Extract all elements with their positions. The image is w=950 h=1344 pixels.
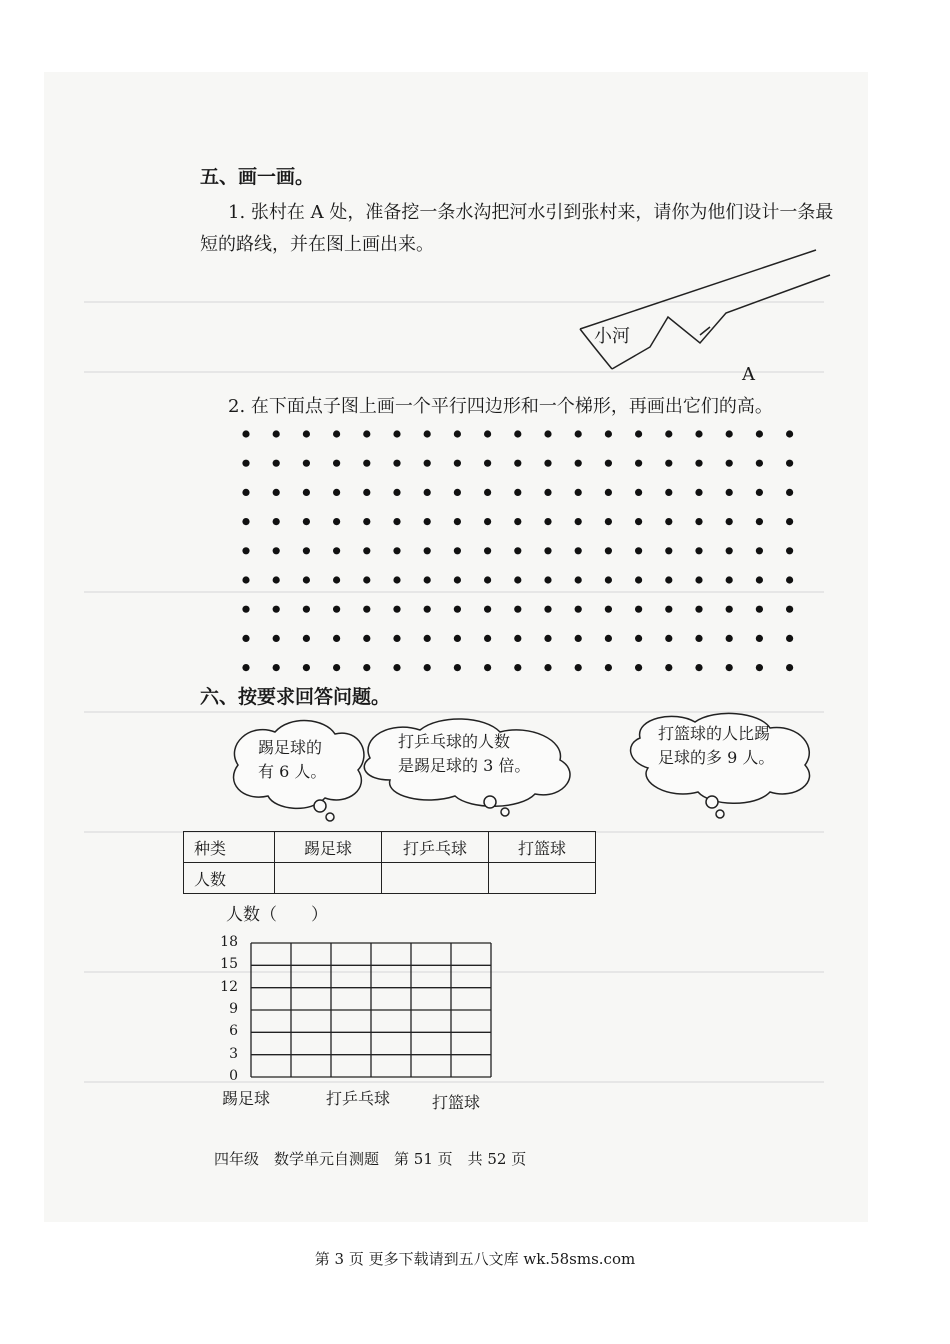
grid-dot[interactable]: [756, 460, 763, 467]
grid-dot[interactable]: [303, 430, 310, 437]
grid-dot[interactable]: [303, 547, 310, 554]
grid-dot[interactable]: [242, 460, 249, 467]
grid-dot[interactable]: [273, 489, 280, 496]
river-diagram: [560, 235, 840, 385]
cloud-2-text: 打乒乓球的人数 是踢足球的 3 倍。: [398, 732, 531, 775]
grid-dot[interactable]: [484, 430, 491, 437]
grid-dot[interactable]: [756, 635, 763, 642]
grid-dot[interactable]: [514, 430, 521, 437]
grid-dot[interactable]: [544, 430, 551, 437]
grid-dot[interactable]: [242, 489, 249, 496]
grid-dot[interactable]: [242, 576, 249, 583]
grid-dot[interactable]: [363, 430, 370, 437]
grid-dot[interactable]: [635, 460, 642, 467]
grid-dot[interactable]: [665, 460, 672, 467]
grid-dot[interactable]: [786, 664, 793, 671]
grid-dot[interactable]: [333, 430, 340, 437]
y-tick-label: 9: [229, 1000, 238, 1017]
grid-dot[interactable]: [454, 576, 461, 583]
grid-dot[interactable]: [575, 460, 582, 467]
grid-dot[interactable]: [484, 635, 491, 642]
grid-dot[interactable]: [454, 460, 461, 467]
grid-dot[interactable]: [333, 489, 340, 496]
grid-dot[interactable]: [424, 635, 431, 642]
grid-dot[interactable]: [393, 518, 400, 525]
grid-dot[interactable]: [514, 460, 521, 467]
grid-dot[interactable]: [695, 635, 702, 642]
grid-dot[interactable]: [363, 606, 370, 613]
grid-dot[interactable]: [695, 664, 702, 671]
grid-dot[interactable]: [756, 547, 763, 554]
grid-dot[interactable]: [756, 489, 763, 496]
grid-dot[interactable]: [424, 518, 431, 525]
grid-dot[interactable]: [303, 606, 310, 613]
grid-dot[interactable]: [273, 606, 280, 613]
grid-dot[interactable]: [333, 576, 340, 583]
section6-title: 六、按要求回答问题。: [200, 686, 391, 708]
grid-dot[interactable]: [454, 606, 461, 613]
grid-dot[interactable]: [333, 664, 340, 671]
grid-dot[interactable]: [786, 547, 793, 554]
grid-dot[interactable]: [454, 489, 461, 496]
grid-dot[interactable]: [393, 606, 400, 613]
table-header-football: 踢足球: [275, 832, 382, 863]
grid-dot[interactable]: [605, 547, 612, 554]
grid-dot[interactable]: [424, 547, 431, 554]
grid-dot[interactable]: [333, 518, 340, 525]
count-table: [183, 831, 596, 894]
cloud-1-text: 踢足球的 有 6 人。: [258, 738, 327, 781]
grid-dot[interactable]: [756, 430, 763, 437]
table-header-basketball: 打篮球: [489, 832, 596, 863]
grid-dot[interactable]: [665, 430, 672, 437]
grid-dot[interactable]: [393, 547, 400, 554]
grid-dot[interactable]: [363, 547, 370, 554]
grid-dot[interactable]: [575, 635, 582, 642]
river-bank-bottom: [612, 275, 830, 369]
grid-dot[interactable]: [756, 606, 763, 613]
grid-dot[interactable]: [726, 635, 733, 642]
grid-dot[interactable]: [454, 518, 461, 525]
grid-dot[interactable]: [786, 635, 793, 642]
grid-dot[interactable]: [575, 489, 582, 496]
grid-dot[interactable]: [424, 489, 431, 496]
grid-dot[interactable]: [695, 489, 702, 496]
grid-dot[interactable]: [605, 430, 612, 437]
grid-dot[interactable]: [514, 576, 521, 583]
grid-dot[interactable]: [242, 664, 249, 671]
grid-dot[interactable]: [273, 460, 280, 467]
grid-dot[interactable]: [273, 518, 280, 525]
grid-dot[interactable]: [786, 606, 793, 613]
grid-dot[interactable]: [333, 460, 340, 467]
grid-dot[interactable]: [242, 518, 249, 525]
grid-dot[interactable]: [242, 635, 249, 642]
grid-dot[interactable]: [726, 518, 733, 525]
grid-dot[interactable]: [635, 635, 642, 642]
grid-dot[interactable]: [756, 664, 763, 671]
grid-dot[interactable]: [363, 635, 370, 642]
grid-dot[interactable]: [514, 518, 521, 525]
grid-dot[interactable]: [786, 518, 793, 525]
grid-dot[interactable]: [303, 518, 310, 525]
grid-dot[interactable]: [484, 460, 491, 467]
y-tick-label: 0: [229, 1067, 238, 1084]
grid-dot[interactable]: [665, 518, 672, 525]
grid-dot[interactable]: [665, 576, 672, 583]
grid-dot[interactable]: [786, 489, 793, 496]
y-tick-label: 12: [220, 978, 238, 995]
grid-dot[interactable]: [575, 664, 582, 671]
grid-dot[interactable]: [786, 460, 793, 467]
grid-dot[interactable]: [544, 635, 551, 642]
grid-dot[interactable]: [605, 576, 612, 583]
q1-line1: 1. 张村在 A 处，准备挖一条水沟把河水引到张村来，请你为他们设计一条最: [228, 202, 834, 223]
grid-dot[interactable]: [605, 635, 612, 642]
grid-dot[interactable]: [273, 664, 280, 671]
grid-dot[interactable]: [273, 635, 280, 642]
grid-dot[interactable]: [273, 547, 280, 554]
grid-dot[interactable]: [363, 460, 370, 467]
river-label: 小河: [594, 326, 630, 347]
answer-cell-football[interactable]: [275, 863, 382, 894]
x-category-label: 打乒乓球: [326, 1089, 391, 1108]
grid-dot[interactable]: [333, 635, 340, 642]
y-tick-label: 15: [220, 956, 238, 973]
grid-dot[interactable]: [575, 547, 582, 554]
grid-dot[interactable]: [726, 460, 733, 467]
grid-dot[interactable]: [635, 606, 642, 613]
grid-dot[interactable]: [273, 430, 280, 437]
grid-dot[interactable]: [484, 518, 491, 525]
table-header-pingpong: 打乒乓球: [382, 832, 489, 863]
grid-dot[interactable]: [635, 518, 642, 525]
grid-dot[interactable]: [665, 606, 672, 613]
grid-dot[interactable]: [575, 518, 582, 525]
grid-dot[interactable]: [363, 576, 370, 583]
grid-dot[interactable]: [726, 606, 733, 613]
chart-y-label[interactable]: 人数（ ）: [226, 905, 328, 925]
grid-dot[interactable]: [635, 489, 642, 496]
grid-dot[interactable]: [726, 489, 733, 496]
grid-dot[interactable]: [363, 518, 370, 525]
grid-dot[interactable]: [424, 664, 431, 671]
grid-dot[interactable]: [303, 576, 310, 583]
grid-dot[interactable]: [544, 576, 551, 583]
grid-dot[interactable]: [544, 460, 551, 467]
grid-dot[interactable]: [333, 606, 340, 613]
grid-dot[interactable]: [484, 547, 491, 554]
grid-dot[interactable]: [242, 547, 249, 554]
grid-dot[interactable]: [424, 576, 431, 583]
grid-dot[interactable]: [635, 664, 642, 671]
grid-dot[interactable]: [635, 430, 642, 437]
grid-dot[interactable]: [242, 606, 249, 613]
grid-dot[interactable]: [695, 518, 702, 525]
grid-dot[interactable]: [665, 664, 672, 671]
grid-dot[interactable]: [726, 576, 733, 583]
grid-dot[interactable]: [575, 606, 582, 613]
grid-dot[interactable]: [303, 664, 310, 671]
grid-dot[interactable]: [393, 664, 400, 671]
grid-dot[interactable]: [393, 430, 400, 437]
dot-grid[interactable]: [236, 424, 808, 674]
grid-dot[interactable]: [454, 635, 461, 642]
grid-dot[interactable]: [303, 460, 310, 467]
grid-dot[interactable]: [393, 576, 400, 583]
grid-dot[interactable]: [514, 489, 521, 496]
grid-dot[interactable]: [695, 460, 702, 467]
grid-dot[interactable]: [786, 576, 793, 583]
grid-dot[interactable]: [514, 664, 521, 671]
table-header-kind: 种类: [184, 832, 275, 863]
x-category-label: 踢足球: [222, 1089, 271, 1108]
grid-dot[interactable]: [665, 489, 672, 496]
grid-dot[interactable]: [514, 635, 521, 642]
grid-dot[interactable]: [424, 460, 431, 467]
table-row-label: 人数: [184, 863, 275, 894]
grid-dot[interactable]: [393, 460, 400, 467]
grid-dot[interactable]: [393, 489, 400, 496]
answer-cell-pingpong[interactable]: [382, 863, 489, 894]
q1-line2: 短的路线，并在图上画出来。: [200, 234, 434, 255]
grid-dot[interactable]: [454, 664, 461, 671]
grid-dot[interactable]: [484, 664, 491, 671]
cloud-3-text: 打篮球的人比踢 足球的多 9 人。: [658, 724, 775, 767]
section5-title: 五、画一画。: [200, 166, 315, 188]
page-footer: 四年级 数学单元自测题 第 51 页 共 52 页: [214, 1150, 527, 1168]
grid-dot[interactable]: [544, 664, 551, 671]
table-row: [184, 863, 596, 894]
grid-dot[interactable]: [695, 430, 702, 437]
grid-dot[interactable]: [726, 430, 733, 437]
grid-dot[interactable]: [756, 576, 763, 583]
grid-dot[interactable]: [484, 606, 491, 613]
grid-dot[interactable]: [635, 547, 642, 554]
point-a-label: A: [742, 364, 755, 385]
y-tick-label: 3: [229, 1045, 238, 1062]
y-tick-label: 6: [229, 1023, 238, 1040]
grid-dot[interactable]: [544, 606, 551, 613]
grid-dot[interactable]: [424, 430, 431, 437]
grid-dot[interactable]: [605, 606, 612, 613]
q2-text: 2. 在下面点子图上画一个平行四边形和一个梯形，再画出它们的高。: [228, 396, 773, 417]
grid-dot[interactable]: [575, 430, 582, 437]
grid-dot[interactable]: [363, 489, 370, 496]
grid-dot[interactable]: [544, 547, 551, 554]
grid-dot[interactable]: [605, 460, 612, 467]
grid-dot[interactable]: [635, 576, 642, 583]
grid-dot[interactable]: [575, 576, 582, 583]
grid-dot[interactable]: [695, 606, 702, 613]
grid-dot[interactable]: [665, 635, 672, 642]
grid-dot[interactable]: [303, 489, 310, 496]
grid-dot[interactable]: [454, 430, 461, 437]
answer-cell-basketball[interactable]: [489, 863, 596, 894]
grid-dot[interactable]: [544, 518, 551, 525]
grid-dot[interactable]: [454, 547, 461, 554]
grid-dot[interactable]: [333, 547, 340, 554]
download-footer: 第 3 页 更多下载请到五八文库 wk.58sms.com: [314, 1250, 636, 1268]
grid-dot[interactable]: [393, 635, 400, 642]
grid-dot[interactable]: [665, 547, 672, 554]
grid-dot[interactable]: [484, 489, 491, 496]
grid-dot[interactable]: [786, 430, 793, 437]
grid-dot[interactable]: [363, 664, 370, 671]
grid-dot[interactable]: [303, 635, 310, 642]
y-tick-label: 18: [220, 934, 238, 950]
grid-dot[interactable]: [242, 430, 249, 437]
table-row: [184, 832, 596, 863]
grid-dot[interactable]: [514, 606, 521, 613]
grid-dot[interactable]: [726, 547, 733, 554]
grid-dot[interactable]: [605, 664, 612, 671]
grid-dot[interactable]: [514, 547, 521, 554]
bar-chart-grid[interactable]: [250, 942, 492, 1078]
river-bank-top: [580, 250, 816, 329]
grid-dot[interactable]: [544, 489, 551, 496]
grid-dot[interactable]: [605, 489, 612, 496]
grid-dot[interactable]: [756, 518, 763, 525]
grid-dot[interactable]: [695, 547, 702, 554]
grid-dot[interactable]: [605, 518, 612, 525]
grid-dot[interactable]: [273, 576, 280, 583]
grid-dot[interactable]: [726, 664, 733, 671]
x-category-label: 打篮球: [432, 1093, 481, 1112]
grid-dot[interactable]: [424, 606, 431, 613]
grid-dot[interactable]: [484, 576, 491, 583]
grid-dot[interactable]: [695, 576, 702, 583]
